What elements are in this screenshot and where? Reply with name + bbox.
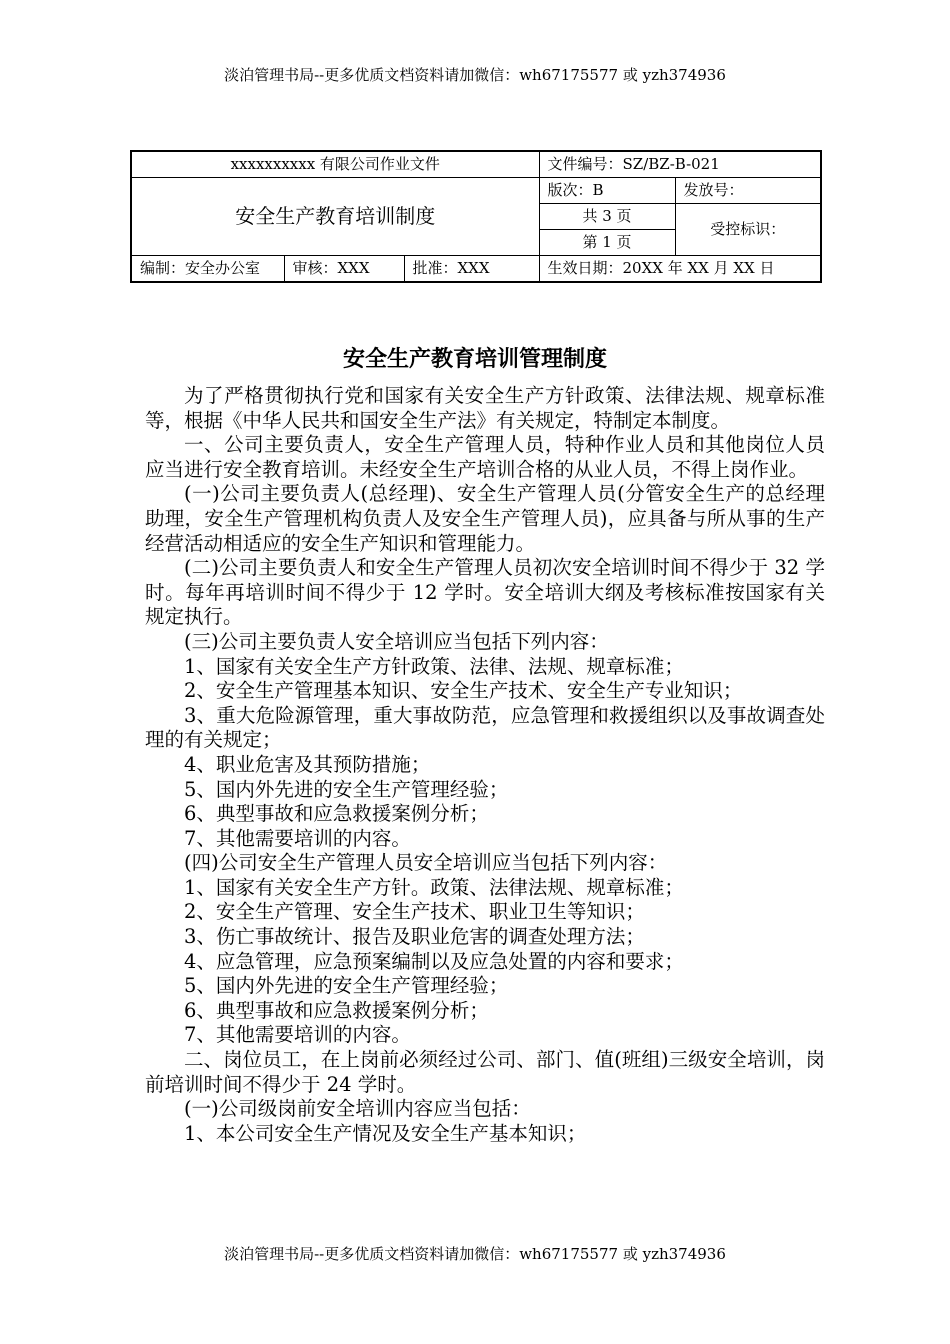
prepared-by-cell: 编制：安全办公室	[131, 256, 284, 283]
footer-note: 淡泊管理书局--更多优质文档资料请加微信：wh67175577 或 yzh374936	[224, 1245, 726, 1263]
control-mark-cell: 受控标识：	[675, 204, 821, 256]
issue-number-cell: 发放号：	[675, 178, 821, 204]
document-name-cell: 安全生产教育培训制度	[131, 178, 539, 256]
list-item: 1、国家有关安全生产方针政策、法律、法规、规章标准；	[184, 654, 684, 678]
total-pages-cell: 共 3 页	[539, 204, 675, 230]
list-item: 1、本公司安全生产情况及安全生产基本知识；	[184, 1121, 587, 1145]
paragraph: (二)公司主要负责人和安全生产管理人员初次安全培训时间不得少于 32 学时。每年再培训时间不得少于 12 学时。安全培训大纲及考核标准按国家有关规定执行。	[145, 556, 825, 629]
list-item: 4、应急管理，应急预案编制以及应急处置的内容和要求；	[184, 949, 684, 973]
header-note: 淡泊管理书局--更多优质文档资料请加微信：wh67175577 或 yzh374936	[224, 66, 726, 84]
file-number-cell: 文件编号：SZ/BZ-B-021	[539, 151, 821, 178]
document-body	[145, 384, 825, 1146]
effective-date-cell: 生效日期：20XX 年 XX 月 XX 日	[539, 256, 821, 283]
list-item: 5、国内外先进的安全生产管理经验；	[184, 974, 509, 998]
list-item: 1、国家有关安全生产方针。政策、法律法规、规章标准；	[184, 875, 684, 899]
list-item: 2、安全生产管理、安全生产技术、职业卫生等知识；	[184, 900, 645, 924]
list-item: 7、其他需要培训的内容。	[184, 826, 411, 850]
list-item: 2、安全生产管理基本知识、安全生产技术、安全生产专业知识；	[184, 679, 743, 703]
list-item: 7、其他需要培训的内容。	[184, 1023, 411, 1047]
paragraph: 二、岗位员工，在上岗前必须经过公司、部门、值(班组)三级安全培训，岗前培训时间不得少于 24 学时。	[145, 1048, 825, 1096]
list-item: 5、国内外先进的安全生产管理经验；	[184, 777, 509, 801]
list-item: 6、典型事故和应急救援案例分析；	[184, 998, 489, 1022]
paragraph: (一)公司主要负责人(总经理)、安全生产管理人员(分管安全生产的总经理助理，安全生产管理机构负责人及安全生产管理人员)，应具备与所从事的生产经营活动相适应的安全生产知识和管理能力。	[145, 482, 825, 555]
paragraph: (四)公司安全生产管理人员安全培训应当包括下列内容：	[184, 851, 668, 875]
version-cell: 版次：B	[539, 178, 675, 204]
paragraph: (三)公司主要负责人安全培训应当包括下列内容：	[184, 629, 609, 653]
company-cell: xxxxxxxxxx 有限公司作业文件	[131, 151, 539, 178]
paragraph: 为了严格贯彻执行党和国家有关安全生产方针政策、法律法规、规章标准等，根据《中华人民共和国安全生产法》有关规定，特制定本制度。	[145, 384, 825, 432]
document-control-table	[130, 150, 822, 283]
list-item: 3、伤亡事故统计、报告及职业危害的调查处理方法；	[184, 925, 645, 949]
paragraph: (一)公司级岗前安全培训内容应当包括：	[184, 1097, 531, 1121]
approved-by-cell: 批准：XXX	[404, 256, 539, 283]
list-item: 3、重大危险源管理，重大事故防范，应急管理和救援组织以及事故调查处理的有关规定；	[145, 703, 825, 752]
list-item: 6、典型事故和应急救援案例分析；	[184, 802, 489, 826]
list-item: 4、职业危害及其预防措施；	[184, 752, 431, 776]
document-title: 安全生产教育培训管理制度	[342, 347, 607, 372]
reviewed-by-cell: 审核：XXX	[284, 256, 404, 283]
page-number-cell: 第 1 页	[539, 230, 675, 256]
paragraph: 一、公司主要负责人，安全生产管理人员，特种作业人员和其他岗位人员应当进行安全教育培训。未经安全生产培训合格的从业人员，不得上岗作业。	[145, 433, 825, 481]
